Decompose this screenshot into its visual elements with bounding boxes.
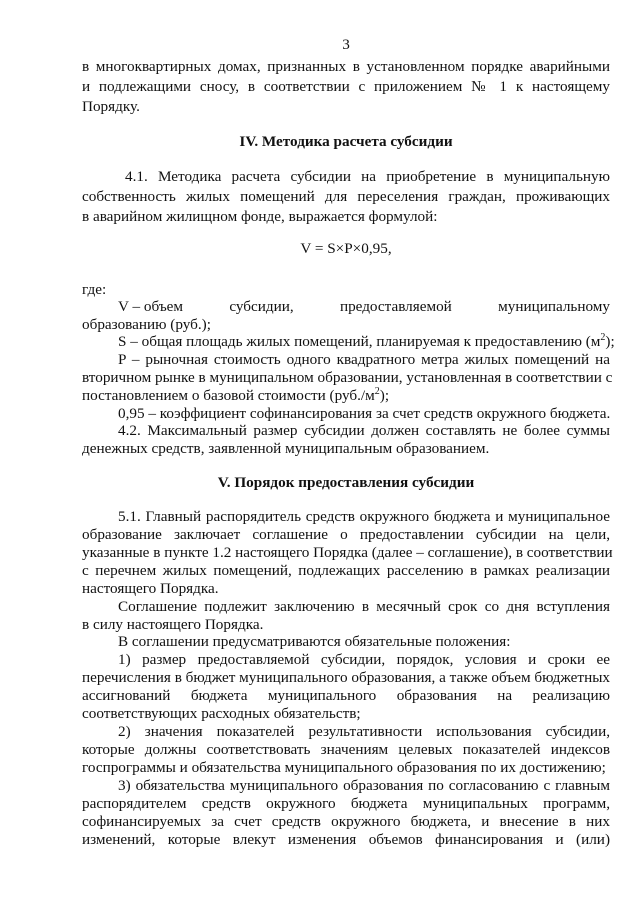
text-line: где:	[82, 281, 107, 298]
text-line: вторичном рынке в муниципальном образовании, установленная в соответствии с	[82, 369, 613, 386]
superscript: 2	[600, 331, 606, 343]
text-span: S – общая площадь жилых помещений, планируемая к предоставлению (м	[118, 333, 601, 350]
text-line: госпрограммы и обязательства муниципального образования по их достижению;	[82, 759, 606, 776]
text-line: Порядку.	[82, 98, 140, 115]
text-line: денежных средств, заявленной муниципальным образованием.	[82, 440, 490, 457]
text-line: распорядителем средств окружного бюджета муниципальных программ,	[82, 795, 610, 812]
text-line: софинансируемых за счет средств окружного бюджета, и внесение в них	[82, 813, 610, 830]
text-line: P – рыночная стоимость одного квадратного метра жилых помещений на	[118, 351, 610, 368]
text-line: в силу настоящего Порядка.	[82, 616, 264, 633]
text-line: 1) размер предоставляемой субсидии, порядок, условия и сроки ее	[118, 651, 610, 668]
text-line: которые должны соответствовать значениям целевых показателей индексов	[82, 741, 610, 758]
formula: V = S×P×0,95,	[300, 240, 392, 257]
text-line: собственность жилых помещений для переселения граждан, проживающих	[82, 188, 610, 205]
text-line: Соглашение подлежит заключению в месячный срок со дня вступления	[118, 598, 610, 615]
text-line: 4.2. Максимальный размер субсидии должен составлять не более суммы	[118, 422, 610, 439]
text-line: перечисления в бюджет муниципального образования, а также объем бюджетных	[82, 669, 610, 686]
text-span: постановлением о базовой стоимости (руб./м	[82, 387, 375, 404]
text-line: 4.1. Методика расчета субсидии на приобретение в муниципальную	[125, 168, 610, 185]
word: муниципальному	[498, 298, 610, 315]
text-line: В соглашении предусматриваются обязательные положения:	[118, 633, 511, 650]
text-line: 3) обязательства муниципального образования по согласованию с главным	[118, 777, 610, 794]
text-line: образованию (руб.);	[82, 316, 211, 333]
page-number: 3	[342, 36, 350, 53]
word: предоставляемой	[339, 298, 452, 315]
text-line: 5.1. Главный распорядитель средств окружного бюджета и муниципальное	[118, 508, 610, 525]
text-line: и подлежащими сносу, в соответствии с приложением № 1 к настоящему	[82, 78, 610, 95]
text-line	[118, 298, 610, 315]
text-line	[118, 331, 615, 350]
word: V – объем	[118, 298, 184, 315]
word: муниципального	[267, 687, 377, 704]
text-line: 0,95 – коэффициент софинансирования за счет средств окружного бюджета.	[118, 405, 611, 422]
word: бюджета	[190, 687, 248, 704]
word: образования	[396, 687, 477, 704]
text-line: изменений, которые влекут изменения объемов финансирования и (или)	[82, 831, 610, 848]
text-line: в многоквартирных домах, признанных в установленном порядке аварийными	[82, 58, 610, 75]
word: на	[497, 687, 513, 704]
text-line: образование заключает соглашение о предоставлении субсидии на цели,	[82, 526, 610, 543]
text-line: с перечнем жилых помещений, подлежащих расселению в рамках реализации	[82, 562, 610, 579]
word: ассигнований	[82, 687, 171, 704]
text-line: настоящего Порядка.	[82, 580, 219, 597]
text-line: соответствующих расходных обязательств;	[82, 705, 361, 722]
text-line: указанные в пункте 1.2 настоящего Порядка (далее – соглашение), в соответствии	[82, 544, 613, 561]
text-span: );	[379, 387, 390, 404]
word: реализацию	[532, 687, 610, 704]
text-line: в аварийном жилищном фонде, выражается формулой:	[82, 208, 438, 225]
text-line	[82, 687, 610, 704]
text-line: 2) значения показателей результативности использования субсидии,	[118, 723, 610, 740]
text-span: );	[605, 333, 615, 350]
section-heading: IV. Методика расчета субсидии	[239, 133, 453, 150]
section-heading: V. Порядок предоставления субсидии	[217, 474, 475, 491]
text-line	[82, 387, 610, 404]
word: субсидии,	[229, 298, 294, 315]
superscript: 2	[374, 385, 380, 397]
